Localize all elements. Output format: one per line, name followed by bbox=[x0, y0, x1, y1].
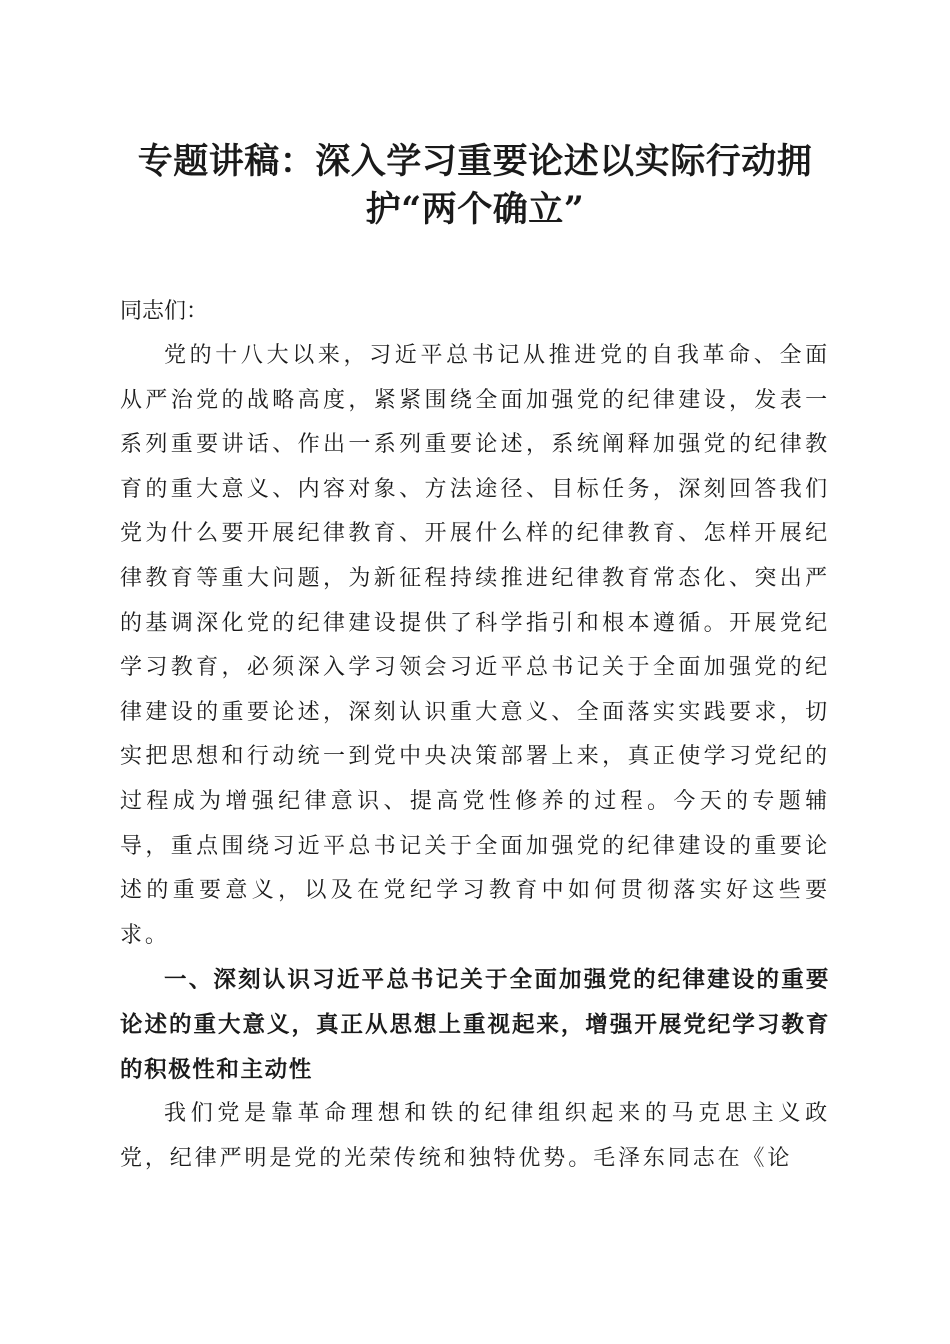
section-heading-1: 一、深刻认识习近平总书记关于全面加强党的纪律建设的重要论述的重大意义，真正从思想上重视起来，增强开展党纪学习教育的积极性和主动性 bbox=[120, 967, 830, 1083]
title-line-1: 专题讲稿：深入学习重要论述以实际行动拥 bbox=[137, 141, 813, 182]
document-page bbox=[120, 138, 830, 1181]
paragraph-1: 党的十八大以来，习近平总书记从推进党的自我革命、全面从严治党的战略高度，紧紧围绕全面加强党的纪律建设，发表一系列重要讲话、作出一系列重要论述，系统阐释加强党的纪律教育的重大意义、内容对象、方法途径、目标任务，深刻回答我们党为什么要开展纪律教育、开展什么样的纪律教育、怎样开展纪律教育等重大问题，为新征程持续推进纪律教育常态化、突出严的基调深化党的纪律建设提供了科学指引和根本遵循。开展党纪学习教育，必须深入学习领会习近平总书记关于全面加强党的纪律建设的重要论述，深刻认识重大意义、全面落实实践要求，切实把思想和行动统一到党中央决策部署上来，真正使学习党纪的过程成为增强纪律意识、提高党性修养的过程。今天的专题辅导，重点围绕习近平总书记关于全面加强党的纪律建设的重要论述的重要意义，以及在党纪学习教育中如何贯彻落实好这些要求。 bbox=[120, 343, 830, 948]
title-line-2: 护“两个确立” bbox=[365, 189, 585, 230]
document-title bbox=[108, 138, 842, 234]
salutation: 同志们： bbox=[120, 299, 209, 324]
paragraph-2: 我们党是靠革命理想和铁的纪律组织起来的马克思主义政党，纪律严明是党的光荣传统和独特优势。毛泽东同志在《论 bbox=[120, 1101, 830, 1171]
